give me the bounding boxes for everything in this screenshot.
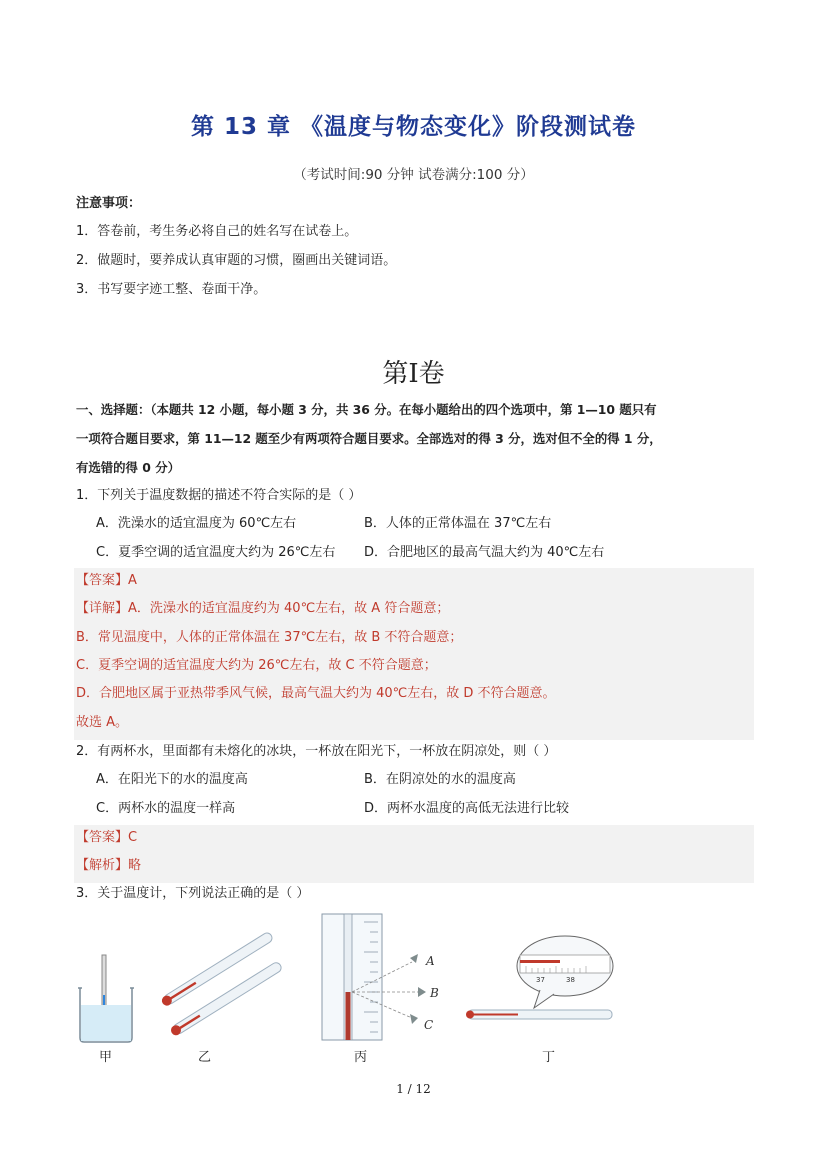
notice-item: 1．答卷前，考生务必将自己的姓名写在试卷上。 [76,224,358,239]
option-b: B．人体的正常体温在 37℃左右 [364,516,552,531]
question-stem: 1．下列关于温度数据的描述不符合实际的是（ ） [76,488,362,503]
notice-item: 2．做题时，要养成认真审题的习惯，圈画出关键词语。 [76,253,397,268]
page-number: 1 / 12 [396,1082,431,1096]
option-c: C．夏季空调的适宜温度大约为 26℃左右 [96,545,336,560]
eye-label-a: A [426,954,435,968]
notice-heading: 注意事项： [76,196,142,211]
clinical-thermometer-figure [462,930,618,1025]
figure-label-ding: 丁 [542,1050,556,1065]
detail-line: 故选 A。 [76,715,129,730]
answer: 【答案】A [76,573,137,588]
analysis: 【解析】略 [76,858,142,873]
question-stem: 2．有两杯水，里面都有未熔化的冰块，一杯放在阳光下，一杯放在阴凉处，则（ ） [76,744,557,759]
answer-box [74,825,754,883]
eye-label-c: C [424,1018,434,1032]
page-title: 第 13 章 《温度与物态变化》阶段测试卷 [190,114,637,140]
section-title: 第I卷 [382,359,445,389]
scale-label-37: 37 [536,976,545,984]
option-d: D．合肥地区的最高气温大约为 40℃左右 [364,545,605,560]
detail-line: C．夏季空调的适宜温度大约为 26℃左右，故 C 不符合题意； [76,658,437,673]
option-d: D．两杯水温度的高低无法进行比较 [364,801,570,816]
answer: 【答案】C [76,830,138,845]
scale-label-38: 38 [566,976,575,984]
detail-line: 【详解】A．洗澡水的适宜温度约为 40℃左右，故 A 符合题意； [76,601,450,616]
option-a: A．洗澡水的适宜温度为 60℃左右 [96,516,297,531]
option-a: A．在阳光下的水的温度高 [96,772,248,787]
part-instructions: 一项符合题目要求，第 11—12 题至少有两项符合题目要求。全部选对的得 3 分，选对但不全的得 1 分， [76,431,662,446]
figure-label-yi: 乙 [198,1050,212,1065]
exam-info: （考试时间:90 分钟 试卷满分:100 分） [293,167,534,183]
two-thermometers-figure [155,930,290,1040]
notice-item: 3．书写要字迹工整、卷面干净。 [76,282,267,297]
reading-figure [318,912,448,1042]
answer-box [74,568,754,740]
question-stem: 3．关于温度计，下列说法正确的是（ ） [76,886,310,901]
detail-line: B．常见温度中，人体的正常体温在 37℃左右，故 B 不符合题意； [76,630,463,645]
option-c: C．两杯水的温度一样高 [96,801,236,816]
option-b: B．在阴凉处的水的温度高 [364,772,516,787]
eye-label-b: B [430,986,439,1000]
figure-label-jia: 甲 [99,1050,113,1065]
beaker-figure [74,950,144,1045]
detail-line: D．合肥地区属于亚热带季风气候，最高气温大约为 40℃左右，故 D 不符合题意。 [76,686,556,701]
part-instructions: 一、选择题：（本题共 12 小题，每小题 3 分，共 36 分。在每小题给出的四个选项中，第 1—10 题只有 [76,402,657,417]
figure-label-bing: 丙 [354,1050,368,1065]
part-instructions: 有选错的得 0 分） [76,460,180,475]
